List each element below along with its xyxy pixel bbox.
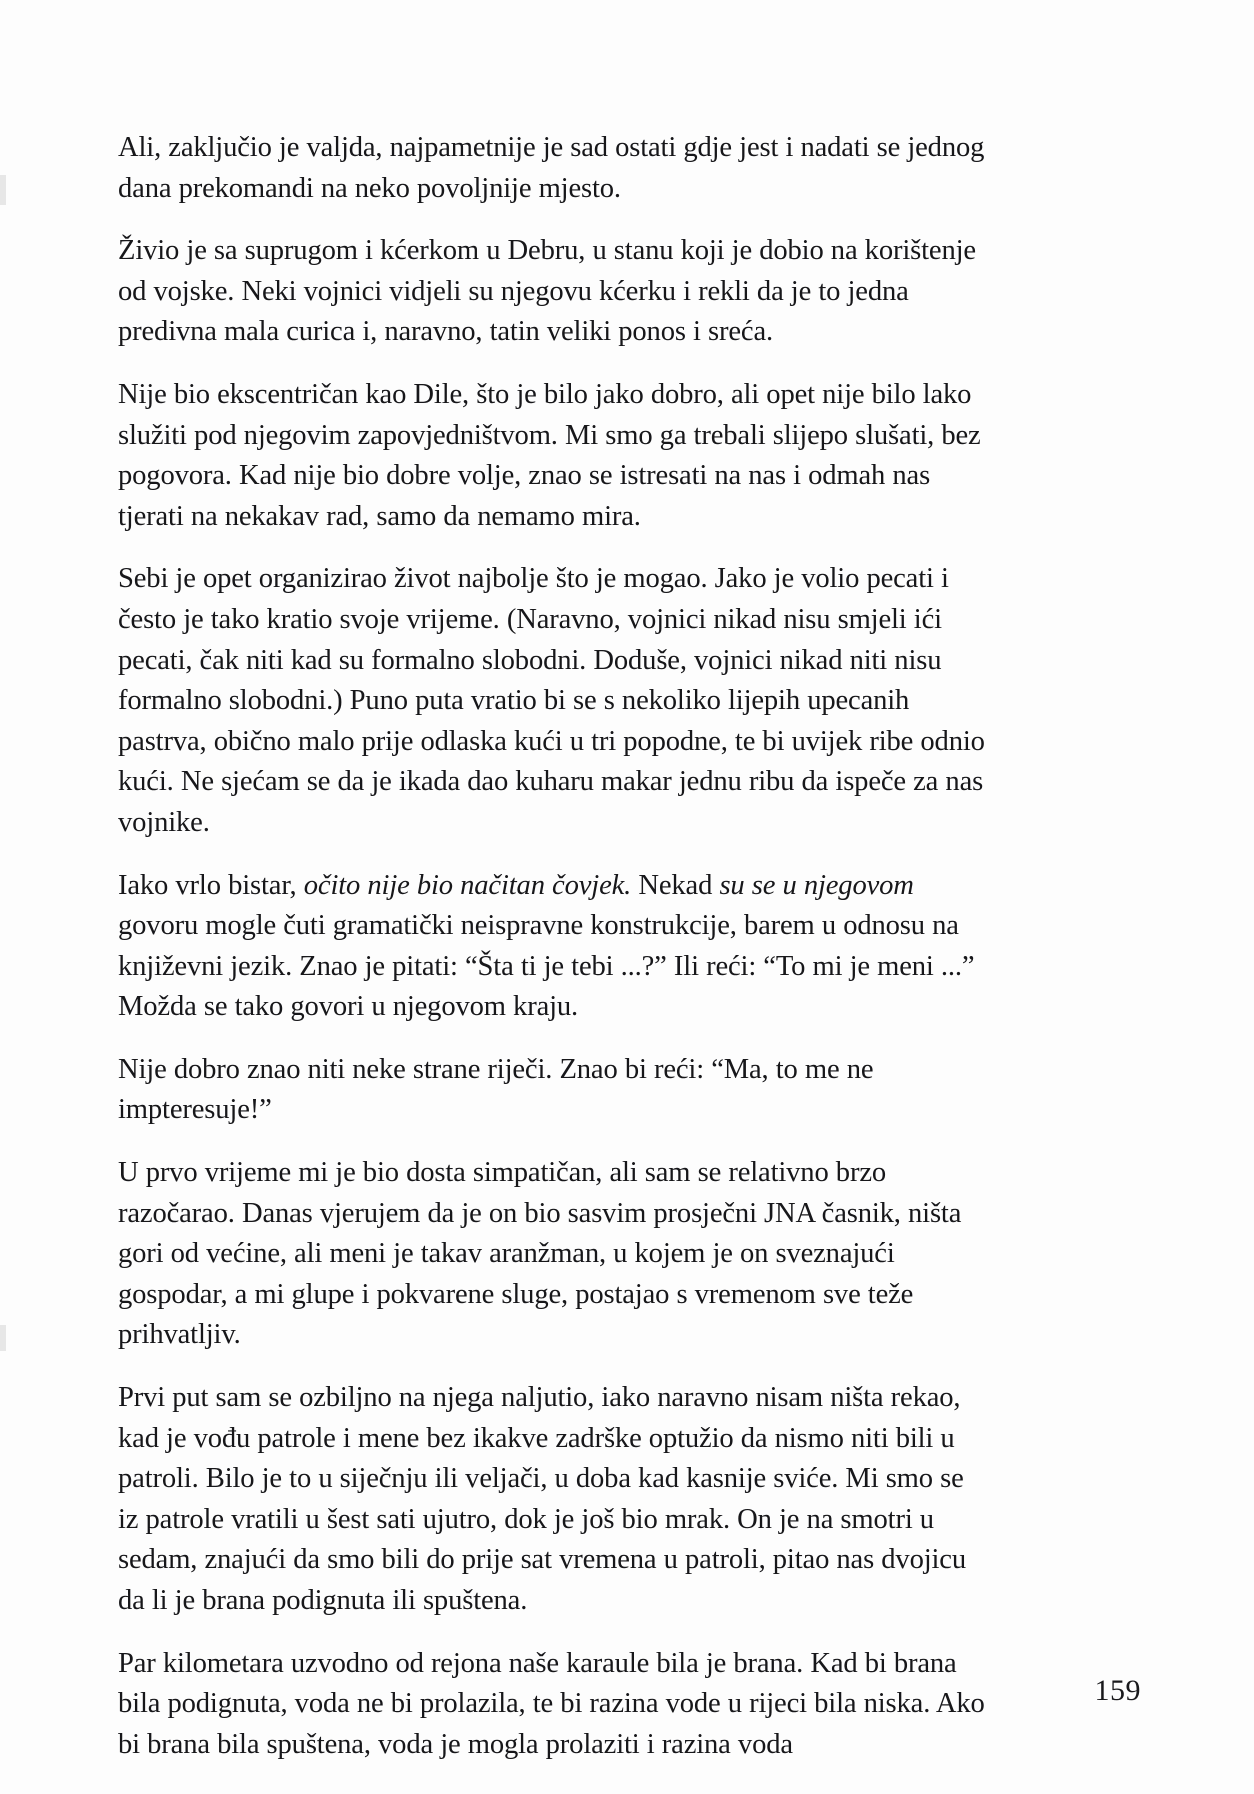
text-run: Par kilometara uzvodno od rejona naše karaule bila je brana. Kad bi brana bila podignuta, voda ne bi prolazila, te bi razina vode u rijeci bila niska. Ako bi brana bila spuštena, voda je mogla prolaziti i razina voda xyxy=(118,1647,985,1760)
paragraph xyxy=(118,1644,988,1766)
text-run: Nije dobro znao niti neke strane riječi. Znao bi reći: “Ma, to me ne impteresuje!” xyxy=(118,1053,874,1126)
text-run: Sebi je opet organizirao život najbolje što je mogao. Jako je volio pecati i često je tako kratio svoje vrijeme. (Naravno, vojnici nikad nisu smjeli ići pecati, čak niti kad su formalno slobodni. Doduše, vojnici nikad niti nisu formalno slobodni.) Puno puta vratio bi se s nekoliko lijepih upecanih pastrva, obično malo prije odlaska kući u tri popodne, te bi uvijek ribe odnio kući. Ne sjećam se da je ikada dao kuharu makar jednu ribu da ispeče za nas vojnike. xyxy=(118,563,985,838)
paragraph xyxy=(118,375,988,537)
paragraph xyxy=(118,1153,988,1356)
paragraph xyxy=(118,866,988,1028)
page-number: 159 xyxy=(1094,1674,1141,1707)
scan-edge-mark-top xyxy=(0,175,6,205)
paragraph xyxy=(118,1050,988,1131)
text-run: U prvo vrijeme mi je bio dosta simpatičan, ali sam se relativno brzo razočarao. Danas vjerujem da je on bio sasvim prosječni JNA časnik, ništa gori od većine, ali meni je takav aranžman, u kojem je on sveznajući gospodar, a mi glupe i pokvarene sluge, postajao s vremenom sve teže prihvatljiv. xyxy=(118,1157,962,1351)
paragraph xyxy=(118,128,988,209)
text-run: Iako vrlo bistar, xyxy=(118,869,304,901)
paragraph xyxy=(118,559,988,843)
emphasis-run: očito nije bio načitan čovjek. xyxy=(303,869,632,901)
text-run: Prvi put sam se ozbiljno na njega naljutio, iako naravno nisam ništa rekao, kad je vođu patrole i mene bez ikakve zadrške optužio da nismo niti bili u patroli. Bilo je to u siječnju ili veljači, u doba kad kasnije sviće. Mi smo se iz patrole vratili u šest sati ujutro, dok je još bio mrak. On je na smotri u sedam, znajući da smo bili do prije sat vremena u patroli, pitao nas dvojicu da li je brana podignuta ili spuštena. xyxy=(118,1382,966,1616)
text-run: Živio je sa suprugom i kćerkom u Debru, u stanu koji je dobio na korištenje od vojske. Neki vojnici vidjeli su njegovu kćerku i rekli da je to jedna predivna mala curica i, naravno, tatin veliki ponos i sreća. xyxy=(118,235,976,348)
text-run: Nije bio ekscentričan kao Dile, što je bilo jako dobro, ali opet nije bilo lako služiti pod njegovim zapovjedništvom. Mi smo ga trebali slijepo slušati, bez pogovora. Kad nije bio dobre volje, znao se istresati na nas i odmah nas tjerati na nekakav rad, samo da nemamo mira. xyxy=(118,378,981,532)
text-run: Ali, zaključio je valjda, najpametnije je sad ostati gdje jest i nadati se jednog dana prekomandi na neko povoljnije mjesto. xyxy=(118,132,985,204)
paragraph xyxy=(118,231,988,353)
emphasis-run: su se u njegovom xyxy=(719,869,914,901)
paragraph xyxy=(118,1378,988,1622)
text-run: Nekad xyxy=(631,869,720,901)
scan-edge-mark-bottom xyxy=(0,1325,6,1351)
body-text-block xyxy=(118,128,988,1765)
text-run: govoru mogle čuti gramatički neispravne konstrukcije, barem u odnosu na književni jezik. Znao je pitati: “Šta ti je tebi ...?” Ili reći: “To mi je meni ...” Možda se tako govori u njegovom kraju. xyxy=(118,910,975,1023)
